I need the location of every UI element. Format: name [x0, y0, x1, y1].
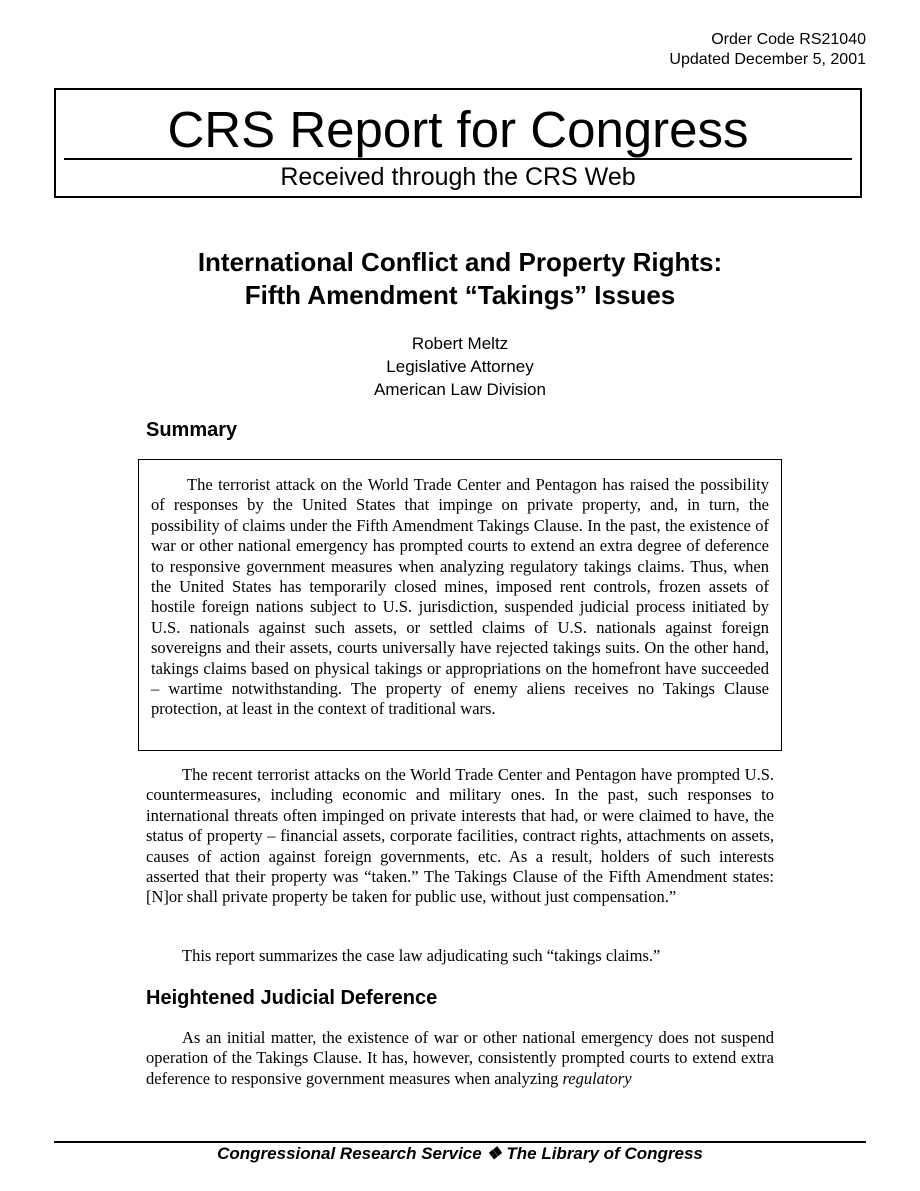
body-paragraph-2: This report summarizes the case law adjudicating such “takings claims.” [182, 946, 661, 965]
body-paragraph-1: The recent terrorist attacks on the World Trade Center and Pentagon have prompted U.S. countermeasures, including economic and military ones. In the past, such responses to international threats often impinged on private interests that had, or were claimed to have, the status of property – financial assets, corporate facilities, contract rights, attachments on assets, causes of action against foreign governments, etc. As a result, holders of such interests asserted that their property was “taken.” The Takings Clause of the Fifth Amendment states: [N]or shall private property be taken for public use, without just compensation.” [146, 765, 774, 907]
summary-box [138, 459, 782, 751]
body-paragraph-3-text: As an initial matter, the existence of war or other national emergency does not suspend operation of the Takings Clause. It has, however, consistently prompted courts to extend extra deference to responsive government measures when analyzing [146, 1028, 774, 1088]
author-role: Legislative Attorney [386, 357, 534, 376]
author-block [0, 332, 920, 401]
author-name: Robert Meltz [411, 334, 509, 353]
footer-text: Congressional Research Service ❖ The Library of Congress [217, 1144, 703, 1163]
banner-title: CRS Report for Congress [167, 101, 749, 158]
banner-divider [64, 158, 852, 160]
summary-text: The terrorist attack on the World Trade Center and Pentagon has raised the possibility of responses by the United States that impinge on private property, and, in turn, the possibility of claims under the Fifth Amendment Takings Clause. In the past, the existence of war or other national emergency has prompted courts to extend an extra degree of deference to responsive government measures when analyzing regulatory takings claims. Thus, when the United States has temporarily closed mines, imposed rent controls, frozen assets of hostile foreign nations subject to U.S. jurisdiction, suspended judicial process initiated by U.S. nationals against such assets, or settled claims of U.S. nationals against foreign sovereigns and their assets, courts universally have rejected takings suits. On the other hand, takings claims based on physical takings or appropriations on the homefront have succeeded – wartime notwithstanding. The property of enemy aliens receives no Takings Clause protection, at least in the context of traditional wars. [151, 475, 769, 719]
document-title-line2: Fifth Amendment “Takings” Issues [244, 280, 676, 310]
updated-date: Updated December 5, 2001 [669, 51, 866, 68]
document-title [0, 246, 920, 312]
banner-subtitle: Received through the CRS Web [280, 163, 636, 191]
order-code: Order Code RS21040 [711, 31, 866, 48]
body-paragraph-3 [146, 1028, 774, 1089]
summary-heading: Summary [146, 419, 238, 441]
order-code-block [669, 30, 866, 70]
body-paragraph-3-italic: regulatory [562, 1068, 632, 1088]
report-banner [54, 88, 862, 198]
document-title-line1: International Conflict and Property Rights: [197, 247, 723, 277]
author-division: American Law Division [374, 380, 546, 399]
section-heading-deference: Heightened Judicial Deference [146, 987, 438, 1009]
